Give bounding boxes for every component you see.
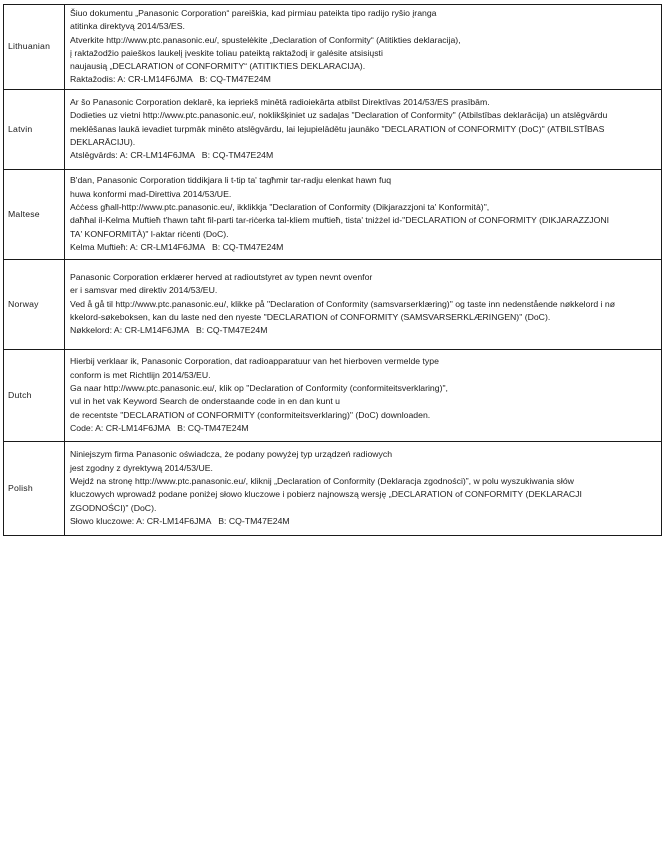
keyword-line: Kelma Muftieħ: A: CR-LM14F6JMA B: CQ-TM47E24M: [70, 241, 284, 252]
conformity-declaration-table: [3, 4, 662, 536]
table-row-latvin: [4, 89, 662, 169]
text-line: Niniejszym firma Panasonic oświadcza, że podany powyżej typ urządzeń radiowych: [70, 449, 393, 460]
text-line: de recentste "DECLARATION of CONFORMITY (conformiteitsverklaring)" (DoC) downloaden.: [70, 409, 431, 420]
declaration-text-cell: [65, 441, 662, 535]
text-line: B'dan, Panasonic Corporation tiddikjara li t-tip ta' tagħmir tar-radju elenkat hawn fuq: [70, 175, 392, 186]
text-line: Wejdź na stronę http://www.ptc.panasonic.eu/, kliknij „Declaration of Conformity (Deklaracja zgodności)”, w polu wyszukiwania słów: [70, 475, 574, 486]
text-line: jest zgodny z dyrektywą 2014/53/UE.: [70, 462, 213, 473]
text-line: huwa konformi mad-Direttiva 2014/53/UE.: [70, 188, 232, 199]
language-label: Latvin: [4, 89, 65, 169]
text-line: TA' KONFORMITÀ)" l-aktar riċenti (DoC).: [70, 228, 229, 239]
text-line: Ar šo Panasonic Corporation deklarē, ka iepriekš minētā radioiekārta atbilst Direktīvas 2014/53/ES prasībām.: [70, 97, 490, 108]
table-row-polish: [4, 441, 662, 535]
declaration-text-cell: [65, 89, 662, 169]
keyword-line: Nøkkelord: A: CR-LM14F6JMA B: CQ-TM47E24M: [70, 325, 268, 336]
text-line: Dodieties uz vietni http://www.ptc.panasonic.eu/, noklikšķiniet uz sadaļas "Declaration of Conformity" (Atbilstības deklarācija) un atslēgvārdu: [70, 110, 608, 121]
language-label: Norway: [4, 259, 65, 349]
declaration-text-cell: [65, 5, 662, 90]
declaration-text-cell: [65, 259, 662, 349]
table-row-lithuanian: [4, 5, 662, 90]
table-row-dutch: [4, 349, 662, 441]
language-label: Dutch: [4, 349, 65, 441]
keyword-line: Atslēgvārds: A: CR-LM14F6JMA B: CQ-TM47E24M: [70, 150, 274, 161]
language-label: Lithuanian: [4, 5, 65, 90]
text-line: daħħal il-Kelma Muftieħ t'hawn taħt fil-parti tar-riċerka tal-kliem muftieħ, tista' tniżżel id-"DECLARATION of CONFORMITY (DIKJARAZZJONI: [70, 215, 610, 226]
table-row-norway: [4, 259, 662, 349]
text-line: Ved å gå til http://www.ptc.panasonic.eu/, klikke på "Declaration of Conformity (samsvarserklæring)" og taste inn nedenstående nøkkelord i nø: [70, 298, 616, 309]
text-line: Aċċess għall-http://www.ptc.panasonic.eu/, ikklikkja "Declaration of Conformity (Dikjarazzjoni ta' Konformità)",: [70, 201, 490, 212]
text-line: Panasonic Corporation erklærer herved at radioutstyret av typen nevnt ovenfor: [70, 272, 373, 283]
text-line: Ga naar http://www.ptc.panasonic.eu/, klik op "Declaration of Conformity (conformiteitsverklaring)",: [70, 382, 448, 393]
text-line: Šiuo dokumentu „Panasonic Corporation“ pareiškia, kad pirmiau pateikta tipo radijo ryšio įranga: [70, 8, 437, 18]
text-line: er i samsvar med direktiv 2014/53/EU.: [70, 285, 218, 296]
text-line: DEKLARĀCIJU).: [70, 136, 136, 147]
declaration-text-cell: [65, 169, 662, 259]
text-line: ZGODNOŚCI)” (DoC).: [70, 502, 157, 513]
table-row-maltese: [4, 169, 662, 259]
text-line: kluczowych wprowadź podane poniżej słowo kluczowe i pobierz najnowszą wersję „DECLARATION of CONFORMITY (DEKLARACJI: [70, 489, 582, 500]
language-label: Polish: [4, 441, 65, 535]
keyword-line: Raktažodis: A: CR-LM14F6JMA B: CQ-TM47E24M: [70, 74, 271, 85]
declaration-text-cell: [65, 349, 662, 441]
text-line: atitinka direktyvą 2014/53/ES.: [70, 21, 185, 32]
language-label: Maltese: [4, 169, 65, 259]
text-line: kkelord-søkeboksen, kan du laste ned den nyeste "DECLARATION of CONFORMITY (SAMSVARSERKLÆRINGEN)" (DoC).: [70, 311, 551, 322]
text-line: į raktažodžio paieškos laukelį įveskite toliau pateiktą raktažodį ir galėsite atsisiųsti: [70, 47, 383, 58]
keyword-line: Słowo kluczowe: A: CR-LM14F6JMA B: CQ-TM47E24M: [70, 515, 290, 526]
text-line: vul in het vak Keyword Search de onderstaande code in en dan kunt u: [70, 396, 340, 407]
text-line: naujausią „DECLARATION of CONFORMITY“ (ATITIKTIES DEKLARACIJA).: [70, 61, 366, 72]
text-line: Atverkite http://www.ptc.panasonic.eu/, spustelėkite „Declaration of Conformity“ (Atitikties deklaracija),: [70, 34, 461, 45]
text-line: Hierbij verklaar ik, Panasonic Corporation, dat radioapparatuur van het hierboven vermelde type: [70, 356, 439, 367]
text-line: conform is met Richtlijn 2014/53/EU.: [70, 369, 211, 380]
keyword-line: Code: A: CR-LM14F6JMA B: CQ-TM47E24M: [70, 422, 249, 433]
text-line: meklēšanas laukā ievadiet turpmāk minēto atslēgvārdu, lai lejupielādētu jaunāko "DECLARATION of CONFORMITY (DoC)" (ATBILSTĪBAS: [70, 123, 605, 134]
